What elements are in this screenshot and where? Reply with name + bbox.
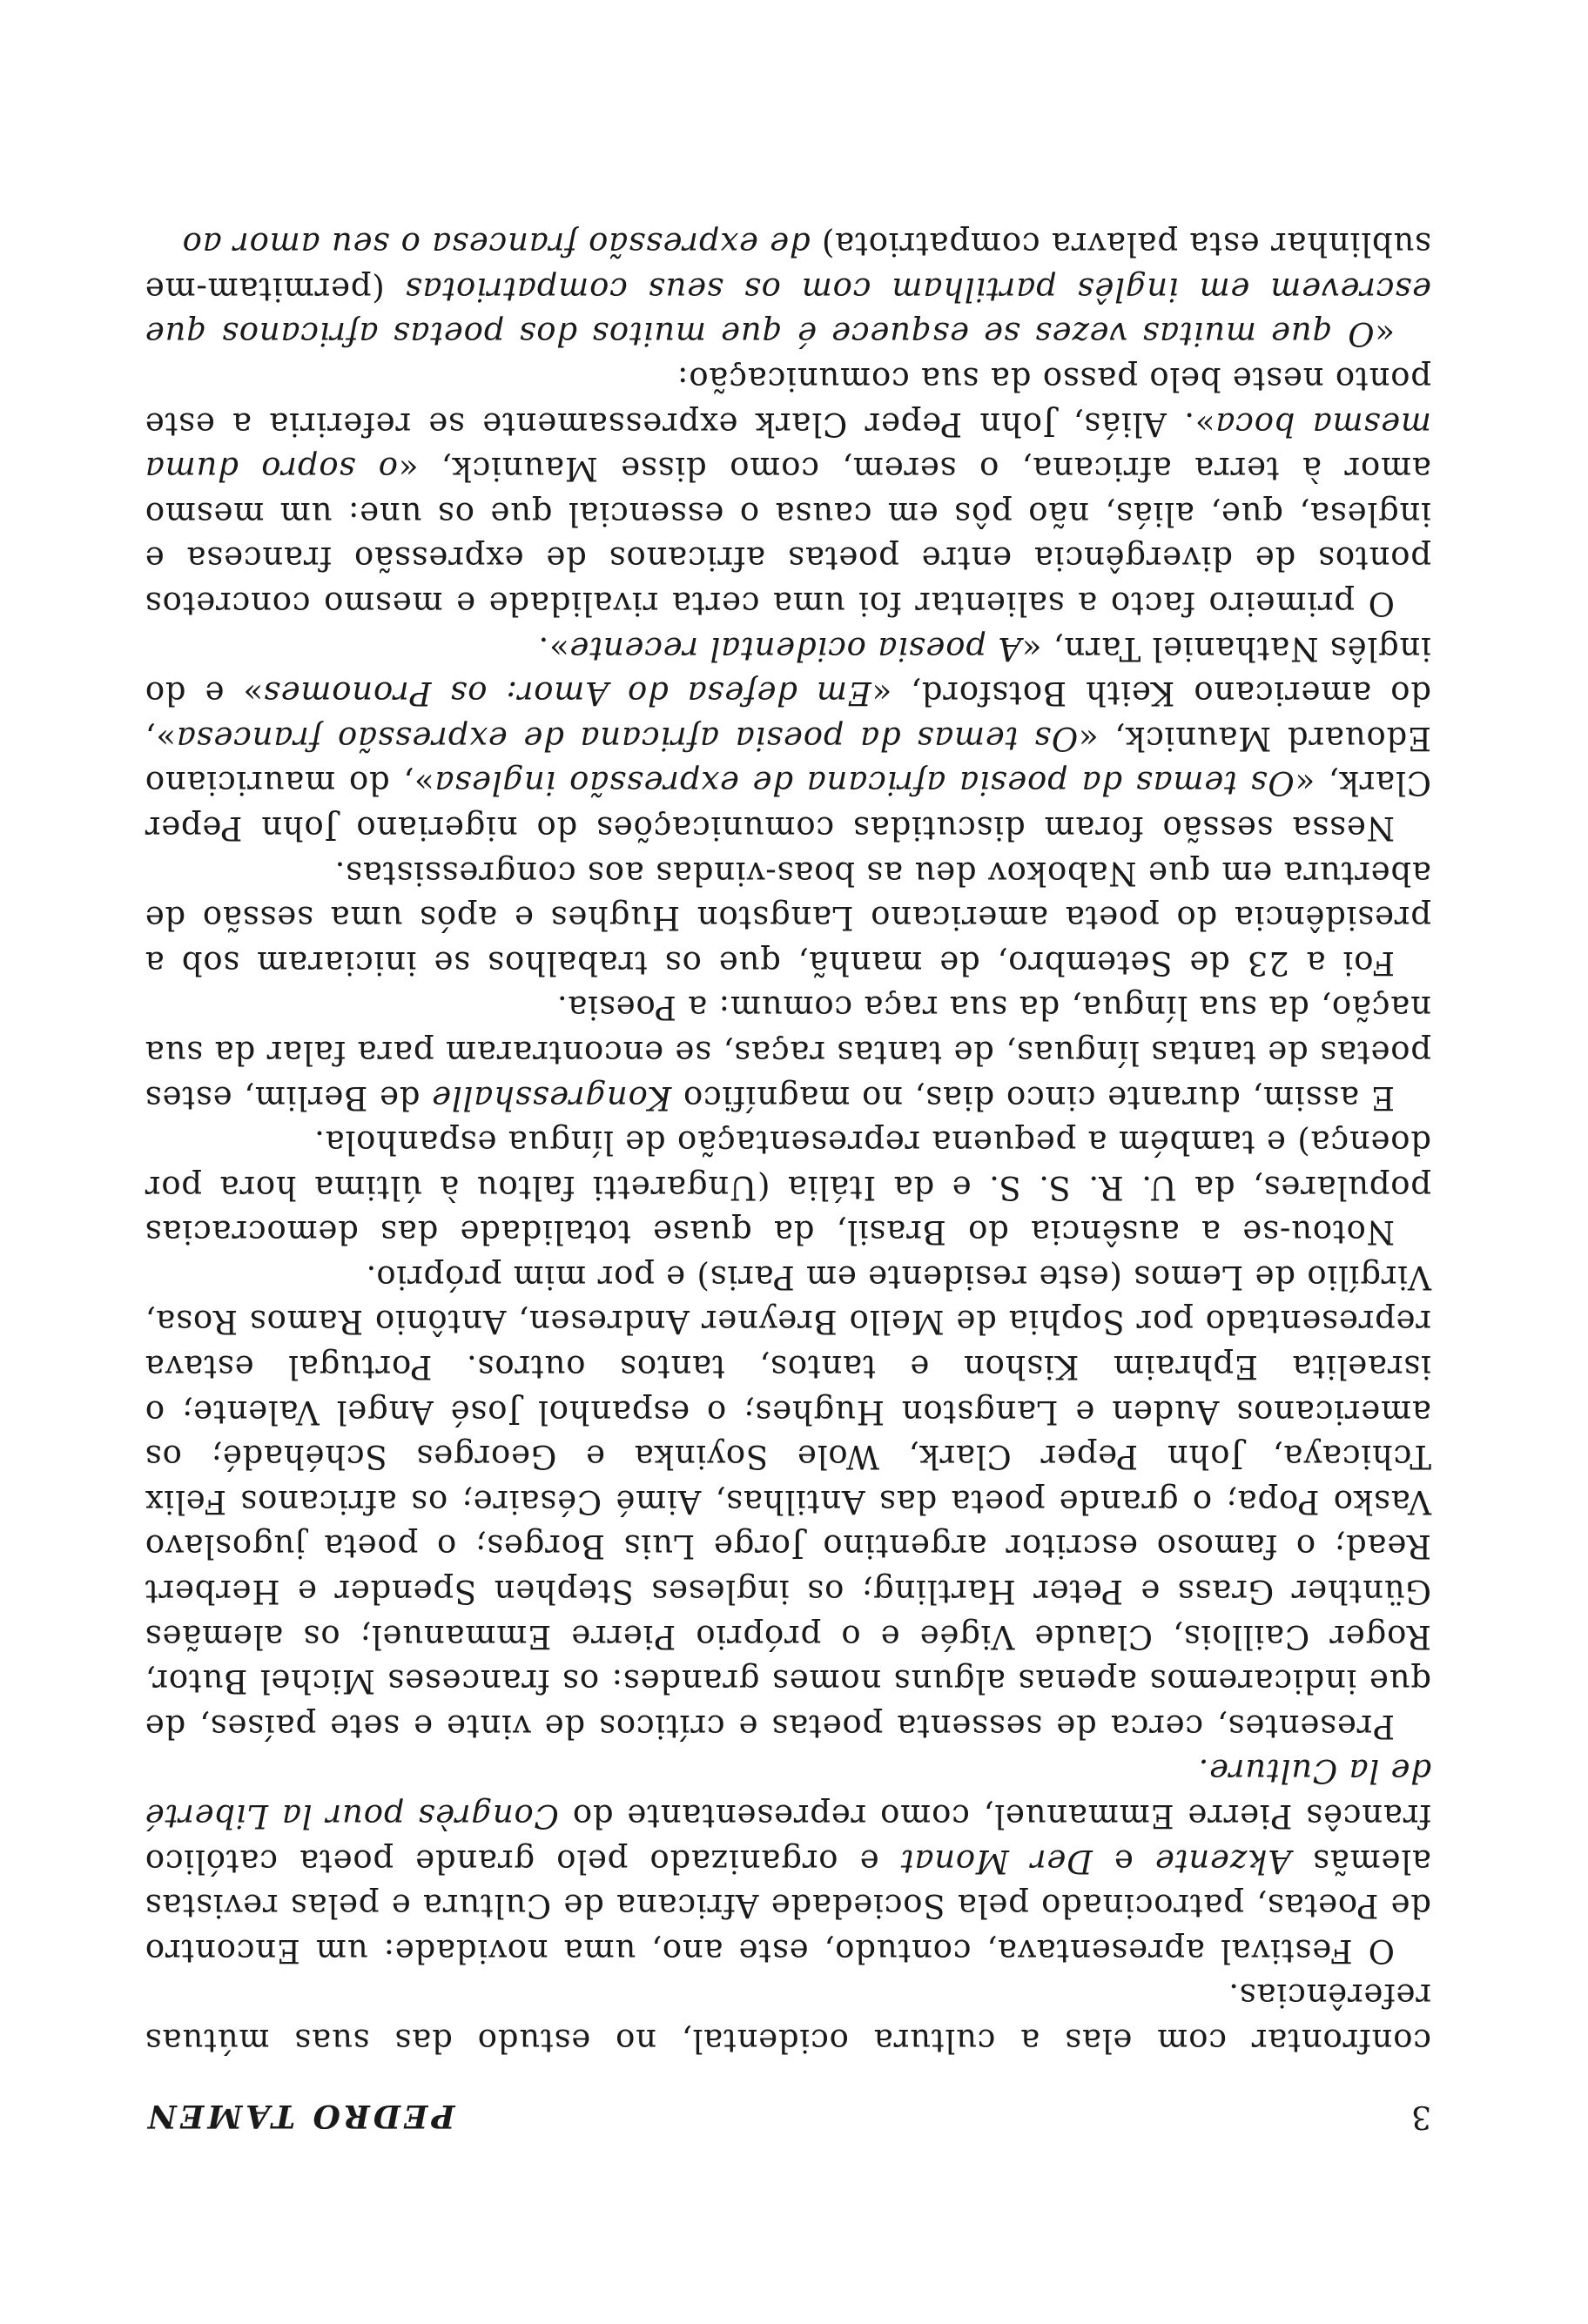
magazine-title: Der Monat [899,1842,1093,1880]
text-run: » e do inglês Nathaniel Tarn, « [144,629,1431,713]
page-header [145,2082,1431,2134]
text-run: O Festival apresentava, contudo, este ano, uma novidade: um Encontro de Poetas, patrocinado pela Sociedade Africana de Cultura e pelas revistas alemãs [145,1842,1431,1970]
text-run: ». Aliás, John Peper Clark expressamente se referiria a este ponto neste belo passo da sua comunicação: [145,360,1431,443]
paragraph [145,1749,1431,1973]
paper-title: Os temas da poesia africana de expressão francesa [176,719,1079,757]
text-run: », do americano Keith Botsford, « [145,675,1431,757]
text-run: O primeiro facto a salientar foi uma certa rivalidade e mesmo concretos pontos de divergência entre poetas africanos de expressão francesa e inglesa, que, aliás, não pôs em causa o essencial que os une: um mesmo amor à terra africana, o serem, como disse Maunick, « [145,450,1431,622]
text-run: e organizado pelo grande poeta católico francês Pierre Emmanuel, como representante do [145,1797,1431,1880]
text-run: », do mauriciano Edouard Maunick, « [145,719,1431,803]
paragraph [145,1254,1431,1749]
page-number: 3 [1411,2099,1431,2134]
text-run: confrontar com elas a cultura ocidental, no estudo das suas mútuas referências. [145,1977,1431,2059]
paragraph [145,985,1431,1120]
running-head-author: PEDRO TAMEN [145,2098,455,2134]
article-body [145,222,1431,2063]
quotation: o sopro duma mesma boca [144,405,1431,488]
text-run: Nessa sessão foram discutidas comunicações do nigeriano John Peper Clark, « [145,764,1431,847]
paragraph [145,1973,1431,2063]
paper-title: Em defesa do Amor: os Pronomes [263,675,871,713]
text-run: ». [537,629,569,668]
text-run: Presentes, cerca de sessenta poetas e críticos de vinte e sete países, de que indicaremos apenas alguns nomes grandes: os franceses Michel Butor, Roger Caillois, Claude Vigée e o próprio Pierre Emmanuel; os alemães Günther Grass e Peter Hartling; os ingleses Stephen Spender e Herbert Read; o famoso escritor argentino Jorge Luis Borges; o poeta jugoslavo Vasko Popa; o grande poeta das Antilhas, Aimé Césaire; os africanos Felix Tchicaya, John Peper Clark, Wole Soyinka e Georges Schéhadé; os americanos Auden e Langston Hughes; o espanhol José Angel Valente; o israelita Ephraim Kishon e tantos, tantos outros. Portugal estava representado por Sophia de Mello Breyner Andresen, Antônio Ramos Rosa, Virgílio de Lemos (este residente em Paris) e por mim próprio. [145,1258,1431,1745]
quotation: O que muitas vezes se esquece é que muitos dos poetas africanos que escrevem em inglês partilham com os seus compatriotas [145,270,1431,353]
paragraph [145,850,1431,985]
quotation: de expressão francesa o seu amor ao [181,225,811,264]
paragraph [145,222,1431,357]
text-run: e [1092,1842,1155,1880]
venue-name: Kongresshalle [431,1078,672,1117]
text-run: Notou-se a ausência do Brasil, da quase totalidade das democracias populares, da U. R. S. S. e da Itália (Ungaretti faltou à última hora por doença) e também a pequena representação de língua espanhola. [145,1124,1431,1252]
text-run: E assim, durante cinco dias, no magnífico [671,1078,1395,1117]
magazine-title: Akzente [1154,1842,1291,1880]
paragraph [145,626,1431,850]
organization-name: Congrès pour la Liberté de la Culture. [145,1752,1431,1836]
paper-title: A poesia ocidental recente [569,629,1022,668]
paper-title: Os temas da poesia africana de expressão inglesa [434,764,1295,803]
text-run: Foi a 23 de Setembro, de manhã, que os trabalhos se iniciaram sob a presidência do poeta americano Langston Hughes e após uma sessão de abertura em que Nabokov deu as boas-vindas aos congressistas. [145,854,1431,982]
paragraph [145,356,1431,626]
text-run: (permitam-me sublinhar esta palavra compatriota) [145,225,1431,308]
text-run: de Berlim, estes poetas de tantas línguas, de tantas raças, se encontraram para falar da sua nação, da sua língua, da sua raça comum: a Poesia. [144,989,1431,1117]
paragraph [145,1120,1431,1255]
text-run: « [1374,315,1395,353]
